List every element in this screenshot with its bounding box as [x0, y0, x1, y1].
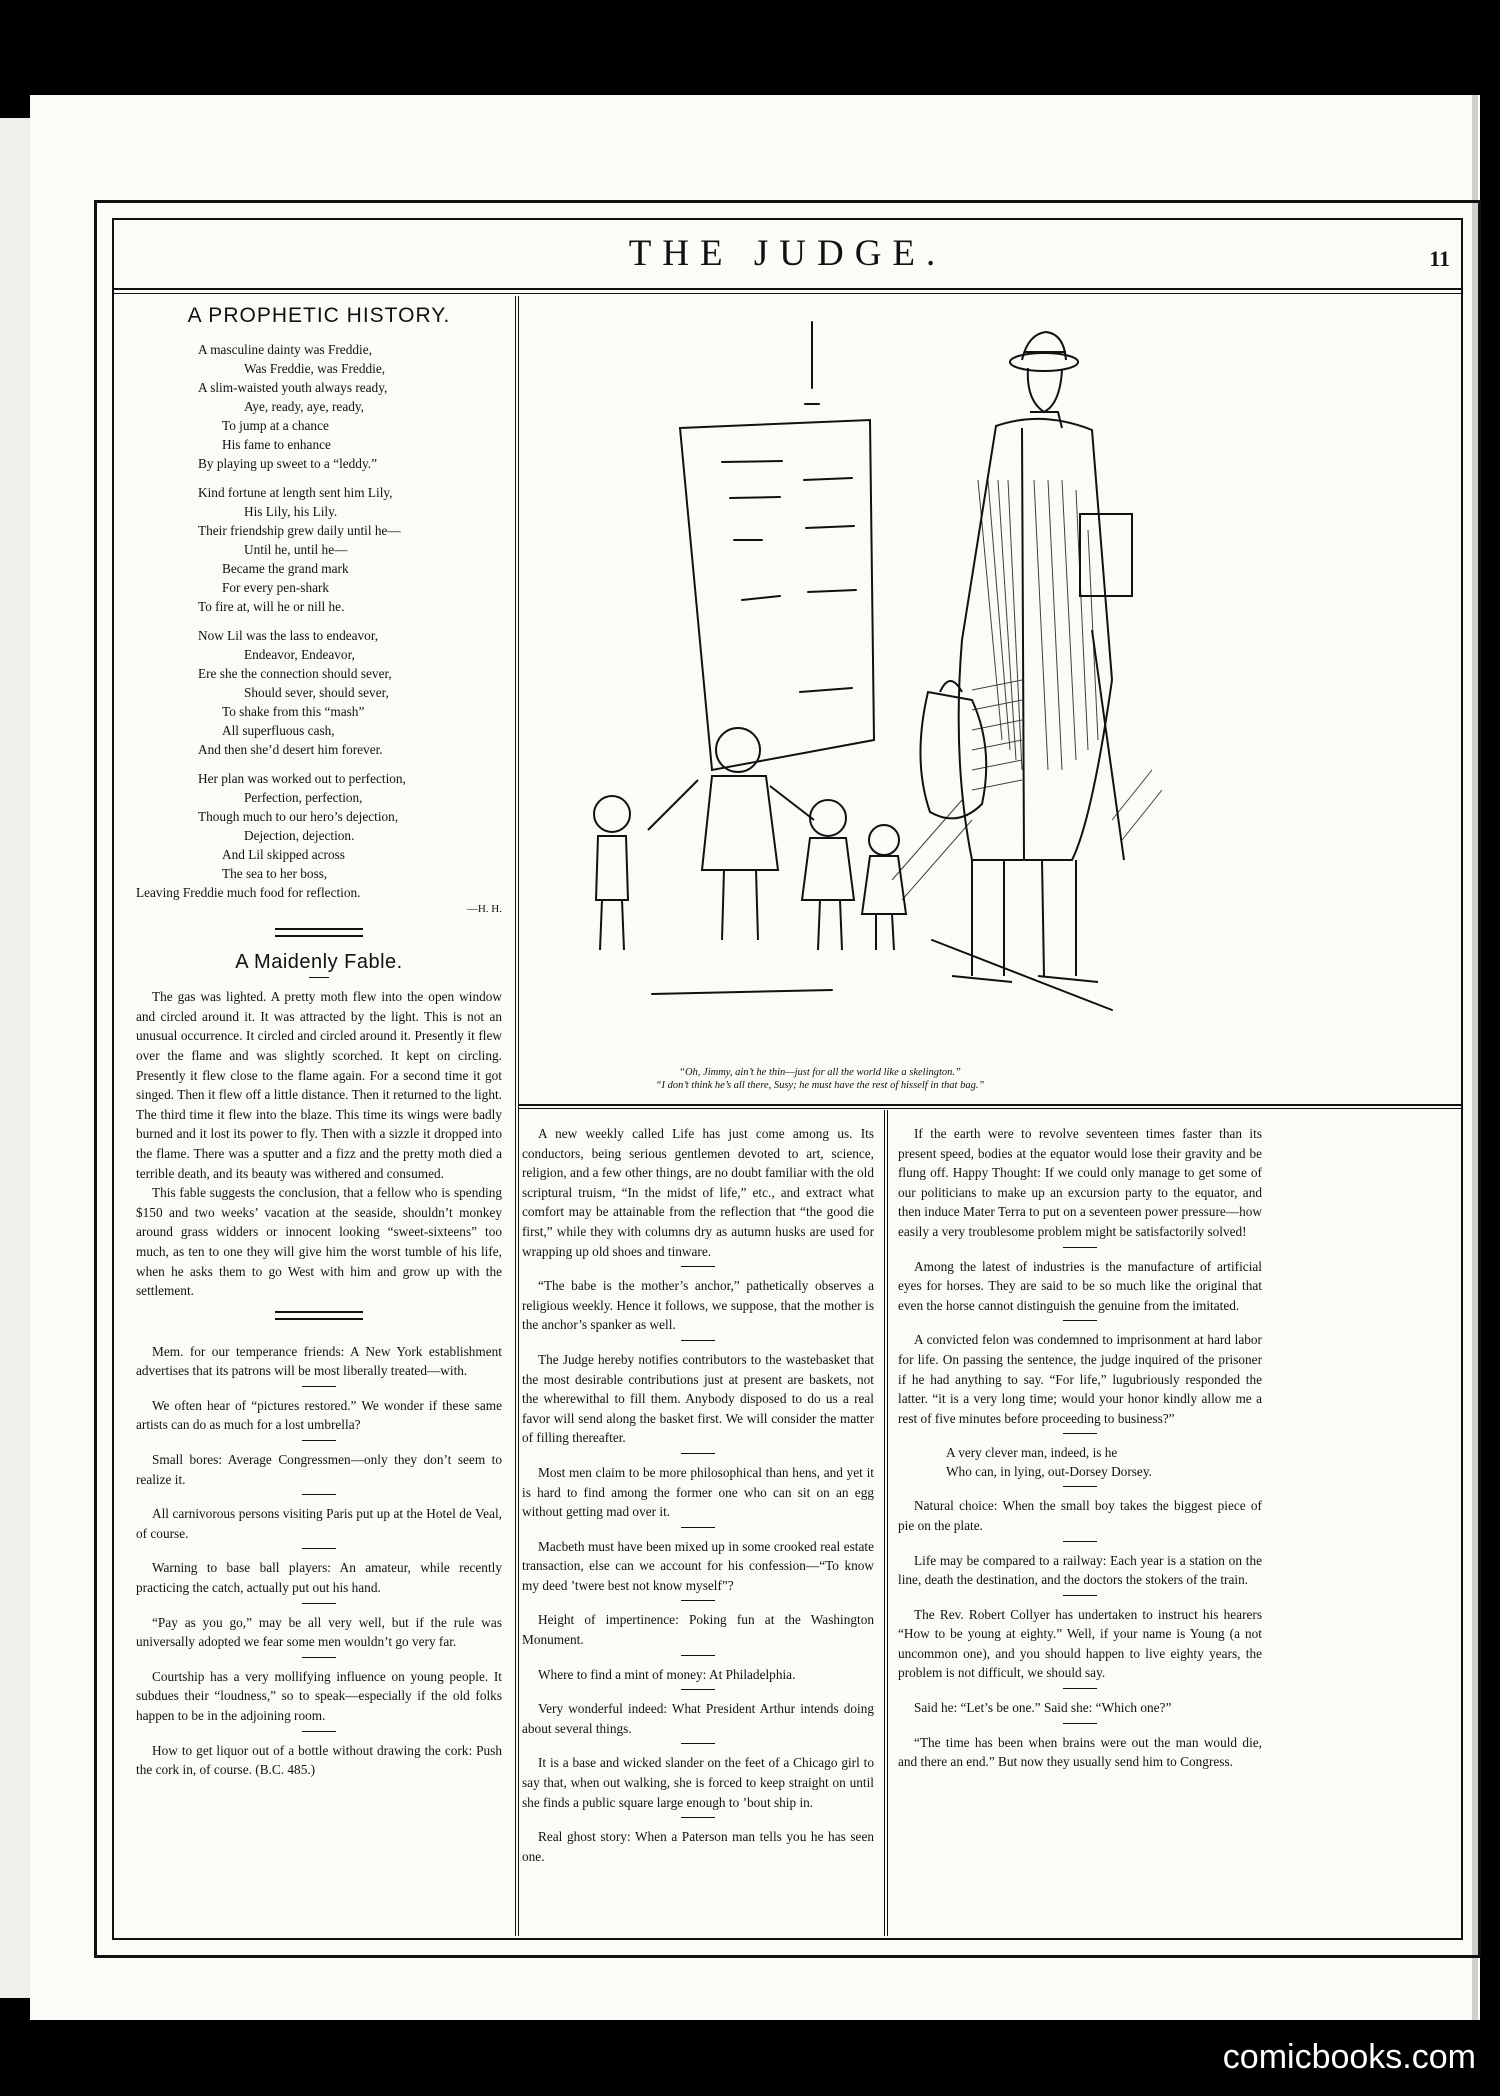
item-rule — [681, 1817, 715, 1818]
paragraph: Real ghost story: When a Paterson man tells you he has seen one. — [522, 1829, 874, 1864]
column-divider-2b — [887, 1110, 888, 1936]
item-rule — [681, 1340, 715, 1341]
poem-line: Leaving Freddie much food for reflection. — [136, 884, 361, 900]
poem-line: And then she’d desert him forever. — [198, 741, 383, 757]
poem-line: Their friendship grew daily until he— — [198, 522, 401, 538]
paragraph: Life may be compared to a railway: Each year is a station on the line, death the destination, and the doctors the stokers of the train. — [898, 1552, 1262, 1588]
fable-paragraph: This fable suggests the conclusion, that a fellow who is spending $150 and two weeks’ vacation at the seaside, shouldn’t monkey around grass widders or innocent looking “sweet-sixteens” too much, as ten to one they will give him the worst tumble of his life, when he asks them to go West with him and grow up with the settlement. — [136, 1185, 502, 1299]
paragraph: Said he: “Let’s be one.” Said she: “Which one?” — [914, 1700, 1172, 1716]
prophetic-title: A PROPHETIC HISTORY. — [187, 304, 451, 327]
illustration-rule-thin — [519, 1108, 1463, 1109]
poem-signature: —H. H. — [466, 902, 502, 915]
item-rule — [302, 1440, 336, 1441]
item-rule — [681, 1453, 715, 1454]
masthead-rule-thin — [112, 293, 1463, 294]
poem-line: And Lil skipped across — [222, 846, 345, 862]
poem-line: Until he, until he— — [244, 541, 348, 557]
poem-line: To shake from this “mash” — [222, 703, 365, 719]
section-divider — [275, 1311, 363, 1320]
paragraph: Mem. for our temperance friends: A New York establishment advertises that its patrons will be most liberally treated—with. — [136, 1343, 502, 1379]
paragraph: The Judge hereby notifies contributors to the wastebasket that the most desirable contributions just at present are baskets, not the wherewithal to fill them. Anybody disposed to do us a real favor will send along the basket first. We will consider the matter of filling thereafter. — [522, 1351, 874, 1446]
paragraph: “The babe is the mother’s anchor,” pathetically observes a religious weekly. Hence it follows, we suppose, that the mother is the anchor’s spanker as well. — [522, 1278, 874, 1333]
verse-line: A very clever man, indeed, is he — [946, 1445, 1118, 1461]
paragraph: Macbeth must have been mixed up in some crooked real estate transaction, else can we account for his confession—“To know my deed ’twere best not know myself”? — [522, 1538, 874, 1593]
section-divider — [275, 928, 363, 937]
column-divider-1 — [515, 296, 516, 1936]
poem-line: Kind fortune at length sent him Lily, — [198, 484, 393, 500]
poem-line: The sea to her boss, — [222, 865, 328, 881]
paragraph: “Pay as you go,” may be all very well, but if the rule was universally adopted we fear some men wouldn’t go very far. — [136, 1614, 502, 1650]
poem-line: To fire at, will he or nill he. — [198, 598, 345, 614]
column-2 — [522, 1124, 874, 1866]
paragraph: A convicted felon was condemned to imprisonment at hard labor for life. On passing the sentence, the judge inquired of the prisoner if he had anything to say. “For life,” lugubriously responded the latter. “it is a very long time; would your honor kindly allow me a rest of five minutes before proceeding to business?” — [898, 1332, 1262, 1426]
poem-line: All superfluous cash, — [222, 722, 335, 738]
caption-line: “Oh, Jimmy, ain’t he thin—just for all the world like a skelington.” — [679, 1067, 961, 1078]
paragraph: Natural choice: When the small boy takes the biggest piece of pie on the plate. — [898, 1498, 1262, 1533]
paragraph: The Rev. Robert Collyer has undertaken to instruct his hearers “How to be young at eighty.” Well, if your name is Young (a not uncommon one), and you should happen to live eighty years, the problem is not difficult, we should say. — [898, 1606, 1262, 1681]
poem-line: Her plan was worked out to perfection, — [198, 770, 406, 786]
page-number: 11 — [1429, 246, 1450, 271]
title-rule — [309, 977, 329, 978]
item-rule — [302, 1603, 336, 1604]
item-rule — [1063, 1486, 1097, 1487]
poem-line: Endeavor, Endeavor, — [244, 646, 355, 662]
paragraph: Small bores: Average Congressmen—only they don’t seem to realize it. — [136, 1452, 502, 1487]
item-rule — [1063, 1541, 1097, 1542]
paragraph: Most men claim to be more philosophical than hens, and yet it is hard to find among the former one who can sit on an egg without getting mad over it. — [522, 1464, 874, 1520]
item-rule — [1063, 1688, 1097, 1689]
paragraph: “The time has been when brains were out the man would die, and there an end.” But now they usually send him to Congress. — [898, 1734, 1262, 1770]
verse-line: Who can, in lying, out-Dorsey Dorsey. — [946, 1464, 1152, 1480]
item-rule — [681, 1655, 715, 1656]
poem-line: Though much to our hero’s dejection, — [198, 808, 399, 824]
poem-line: Was Freddie, was Freddie, — [244, 360, 386, 376]
illustration-rule — [519, 1104, 1463, 1106]
poem-line: Should sever, should sever, — [244, 684, 389, 700]
poem-line: His fame to enhance — [222, 436, 331, 452]
poem-line: A masculine dainty was Freddie, — [198, 341, 372, 357]
paragraph: Height of impertinence: Poking fun at the Washington Monument. — [522, 1612, 874, 1648]
poem-line: Perfection, perfection, — [244, 789, 363, 805]
poem-line: Ere she the connection should sever, — [198, 665, 392, 681]
item-rule — [1063, 1723, 1097, 1724]
paragraph: Among the latest of industries is the manufacture of artificial eyes for horses. They are said to be so much like the original that even the horse cannot distinguish the genuine from the imitated. — [898, 1258, 1262, 1313]
watermark: comicbooks.com — [1222, 2038, 1476, 2076]
item-rule — [302, 1548, 336, 1549]
poem-line: Became the grand mark — [222, 560, 349, 576]
paragraph: All carnivorous persons visiting Paris put up at the Hotel de Veal, of course. — [136, 1506, 502, 1541]
item-rule — [302, 1657, 336, 1658]
poem-line: Dejection, dejection. — [244, 827, 355, 843]
fable-paragraph: The gas was lighted. A pretty moth flew into the open window and circled around it. It was attracted by the light. This is not an unusual occurrence. It circled and circled around it. Presently it flew over the flame and was slightly scorched. It kept on circling. Presently it flew close to the flame again. For a second time it got singed. Then it flew off a little distance. Then it returned to the light. The third time it flew into the blaze. This time its wings were badly burned and it lost its power to fly. Then with a sizzle it dropped into the flame. There was a sputter and a fizz and the pretty moth died a terrible death, and its beauty was withered and consumed. — [136, 989, 502, 1181]
cartoon-illustration — [552, 300, 1192, 1020]
item-rule — [681, 1600, 715, 1601]
paragraph: How to get liquor out of a bottle without drawing the cork: Push the cork in, of course. (B.C. 485.) — [136, 1742, 502, 1778]
column-3 — [898, 1124, 1262, 1772]
item-rule — [681, 1527, 715, 1528]
paragraph: A new weekly called Life has just come among us. Its conductors, being serious gentlemen devoted to art, science, religion, and a few other things, are no doubt familiar with the old scriptural truism, “In the midst of life,” etc., and extract what comfort may be attainable from the reflection that “the good die first,” while they with columns dry as autumn husks are used for wrapping up old shoes and tinware. — [522, 1126, 874, 1259]
adjacent-page-edge — [0, 118, 30, 1998]
paragraph: Warning to base ball players: An amateur, while recently practicing the catch, actually put out his hand. — [136, 1560, 502, 1596]
paragraph: Where to find a mint of money: At Philadelphia. — [538, 1666, 796, 1682]
column-divider-1b — [518, 296, 519, 1936]
item-rule — [1063, 1595, 1097, 1596]
item-rule — [681, 1689, 715, 1690]
caption-line: “I don’t think he’s all there, Susy; he must have the rest of hisself in that bag.” — [655, 1080, 985, 1091]
item-rule — [1063, 1247, 1097, 1248]
item-rule — [1063, 1320, 1097, 1321]
masthead-title: THE JUDGE. — [628, 233, 947, 274]
prophetic-poem — [136, 340, 502, 902]
poem-line: For every pen-shark — [222, 579, 330, 595]
column-divider-2 — [884, 1110, 885, 1936]
poem-line: Aye, ready, aye, ready, — [244, 398, 364, 414]
poem-line: By playing up sweet to a “leddy.” — [198, 455, 377, 471]
poem-line: A slim-waisted youth always ready, — [198, 379, 388, 395]
poem-line: Now Lil was the lass to endeavor, — [198, 627, 379, 643]
item-rule — [681, 1266, 715, 1267]
paragraph: Courtship has a very mollifying influence on young people. It subdues their “loudness,” so to speak—especially if the old folks happen to be in the adjoining room. — [136, 1668, 502, 1723]
item-rule — [302, 1494, 336, 1495]
column-1 — [136, 306, 502, 1780]
masthead-rule — [112, 288, 1463, 290]
item-rule — [302, 1731, 336, 1732]
fable-title: A Maidenly Fable. — [235, 950, 403, 973]
poem-line: To jump at a chance — [222, 417, 329, 433]
illustration-caption — [520, 1066, 1120, 1092]
paragraph: It is a base and wicked slander on the feet of a Chicago girl to say that, when out walking, she is forced to keep straight on until she finds a public square large enough to ’bout ship in. — [522, 1755, 874, 1810]
paragraph: We often hear of “pictures restored.” We wonder if these same artists can do as much for a lost umbrella? — [136, 1397, 502, 1433]
paragraph: Very wonderful indeed: What President Arthur intends doing about several things. — [522, 1701, 874, 1736]
item-rule — [681, 1743, 715, 1744]
item-rule — [1063, 1433, 1097, 1434]
poem-line: His Lily, his Lily. — [244, 503, 338, 519]
item-rule — [302, 1386, 336, 1387]
verse-block — [898, 1443, 1262, 1481]
paragraph: If the earth were to revolve seventeen times faster than its present speed, bodies at the equator would lose their gravity and be flung off. Happy Thought: If we could only manage to get some of our politicians to make up an excursion party to the equator, and then induce Mater Terra to put on a seventeen power pressure—how easily a very troublesome problem might be satisfactorily solved! — [898, 1126, 1262, 1239]
